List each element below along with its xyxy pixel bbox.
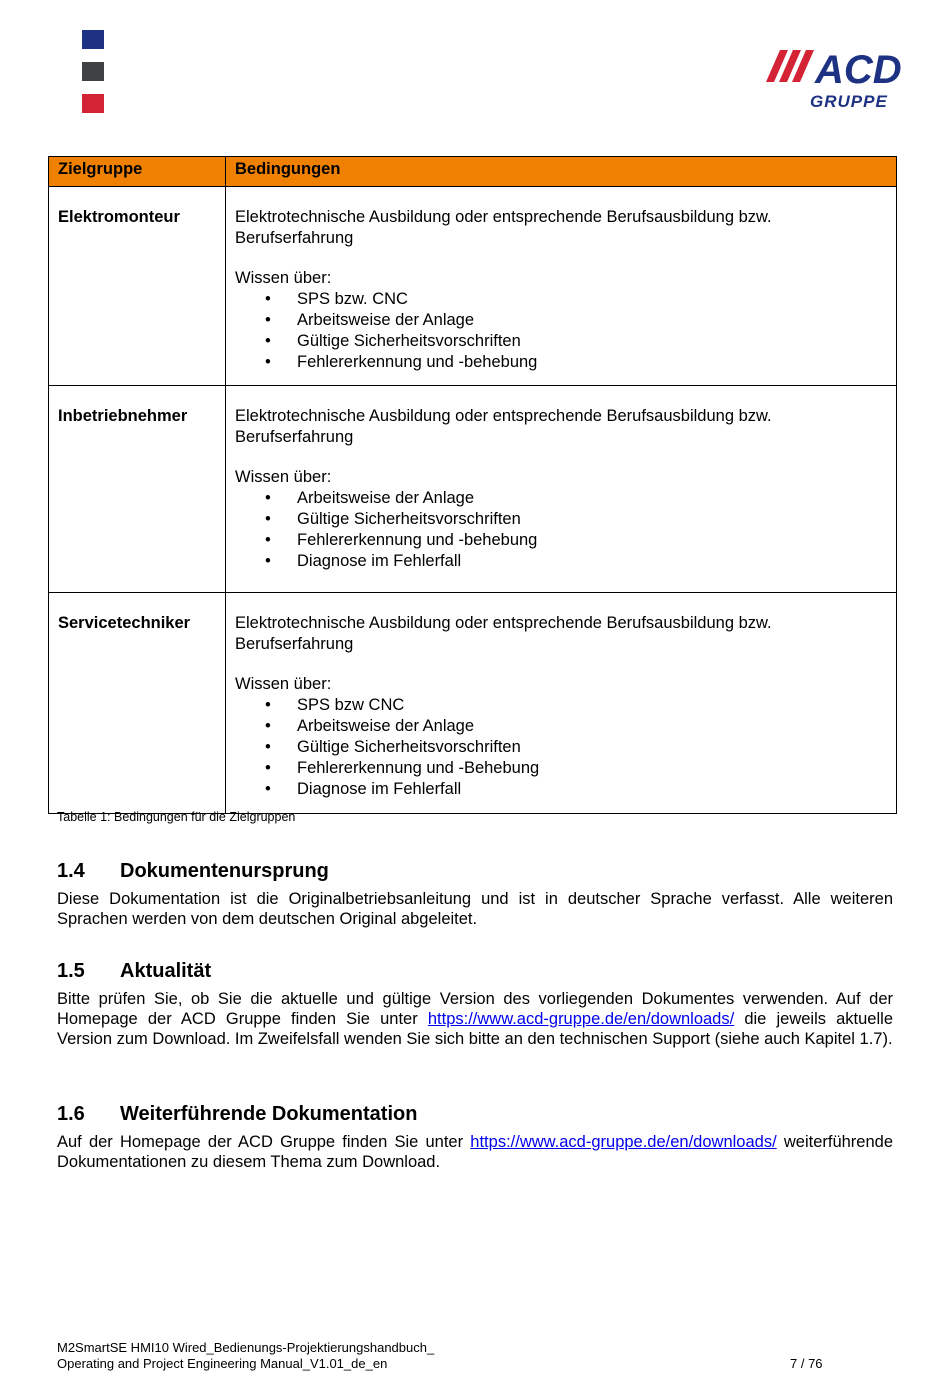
wissen-label: Wissen über: (235, 269, 332, 287)
list-item: • Gültige Sicherheitsvorschriften (235, 331, 887, 352)
downloads-link[interactable]: https://www.acd-gruppe.de/en/downloads/ (427, 1010, 735, 1028)
paragraph-text: Auf der Homepage der ACD Gruppe finden Sie unter (57, 1133, 471, 1151)
section-number: 1.5 (57, 960, 85, 982)
knowledge-list (235, 289, 887, 373)
list-item: • SPS bzw. CNC (235, 289, 887, 310)
table-header-row (49, 157, 897, 187)
table-caption: Tabelle 1: Bedingungen für die Zielgruppen (57, 810, 296, 824)
list-item: • Arbeitsweise der Anlage (235, 310, 887, 331)
role-cell: Inbetriebnehmer (49, 386, 226, 593)
logo-text-sub: GRUPPE (810, 92, 888, 111)
header-bedingungen: Bedingungen (226, 157, 897, 187)
conditions-intro: Elektrotechnische Ausbildung oder entsprechende Berufsausbildung bzw. Berufserfahrung (235, 208, 772, 247)
list-item: • Diagnose im Fehlerfall (235, 551, 887, 572)
wissen-label: Wissen über: (235, 675, 332, 693)
logo-square-gray (82, 62, 104, 81)
list-item: • Diagnose im Fehlerfall (235, 779, 887, 800)
list-item: • Fehlererkennung und -Behebung (235, 758, 887, 779)
section-title: Weiterführende Dokumentation (120, 1103, 418, 1125)
table-row (49, 386, 897, 593)
section-heading-1-5 (57, 960, 211, 983)
downloads-link[interactable]: https://www.acd-gruppe.de/en/downloads/ (470, 1133, 777, 1151)
page-number: 7 / 76 (790, 1356, 823, 1371)
list-item: • Fehlererkennung und -behebung (235, 530, 887, 551)
list-item: • Arbeitsweise der Anlage (235, 716, 887, 737)
section-title: Dokumentenursprung (120, 860, 329, 882)
section-heading-1-4 (57, 860, 329, 883)
section-heading-1-6 (57, 1103, 417, 1126)
list-item: • SPS bzw CNC (235, 695, 887, 716)
target-group-table (48, 156, 897, 814)
footer-line-2: Operating and Project Engineering Manual_V1.01_de_en (57, 1356, 388, 1371)
conditions-cell (226, 386, 897, 593)
list-item: • Arbeitsweise der Anlage (235, 488, 887, 509)
section-title: Aktualität (120, 960, 212, 982)
paragraph-text: weiterführende Dokumentationen zu diesem Thema zum Download. (57, 1133, 893, 1171)
conditions-intro: Elektrotechnische Ausbildung oder entsprechende Berufsausbildung bzw. Berufserfahrung (235, 614, 772, 653)
logo-square-red (82, 94, 104, 113)
role-cell: Elektromonteur (49, 187, 226, 386)
footer-line-1: M2SmartSE HMI10 Wired_Bedienungs-Projektierungshandbuch_ (57, 1340, 435, 1355)
section-text-1-4: Diese Dokumentation ist die Originalbetriebsanleitung und ist in deutscher Sprache verfasst. Alle weiteren Sprachen werden von dem deutschen Original abgeleitet. (57, 890, 893, 928)
acd-gruppe-logo (766, 46, 920, 112)
wissen-label: Wissen über: (235, 468, 332, 486)
knowledge-list (235, 488, 887, 572)
table-row (49, 187, 897, 386)
conditions-cell (226, 187, 897, 386)
list-item: • Gültige Sicherheitsvorschriften (235, 737, 887, 758)
role-cell: Servicetechniker (49, 593, 226, 814)
paragraph-text: Bitte prüfen Sie, ob Sie die aktuelle und gültige Version des vorliegenden Dokumentes verwenden. Auf der Homepage der ACD Gruppe finden Sie unter (57, 990, 893, 1028)
paragraph-text: die jeweils aktuelle Version zum Download. Im Zweifelsfall wenden Sie sich bitte an den technischen Support (siehe auch Kapitel 1.7). (57, 1010, 893, 1048)
section-number: 1.4 (57, 860, 85, 882)
list-item: • Fehlererkennung und -behebung (235, 352, 887, 373)
logo-square-blue (82, 30, 104, 49)
logo-text-main: ACD (815, 48, 902, 92)
section-text-1-5 (57, 989, 893, 1049)
footer-document-title (57, 1340, 434, 1372)
conditions-intro: Elektrotechnische Ausbildung oder entsprechende Berufsausbildung bzw. Berufserfahrung (235, 407, 772, 446)
conditions-cell (226, 593, 897, 814)
table-row (49, 593, 897, 814)
header-zielgruppe: Zielgruppe (49, 157, 226, 187)
section-text-1-6 (57, 1132, 893, 1172)
section-number: 1.6 (57, 1103, 85, 1125)
knowledge-list (235, 695, 887, 800)
list-item: • Gültige Sicherheitsvorschriften (235, 509, 887, 530)
